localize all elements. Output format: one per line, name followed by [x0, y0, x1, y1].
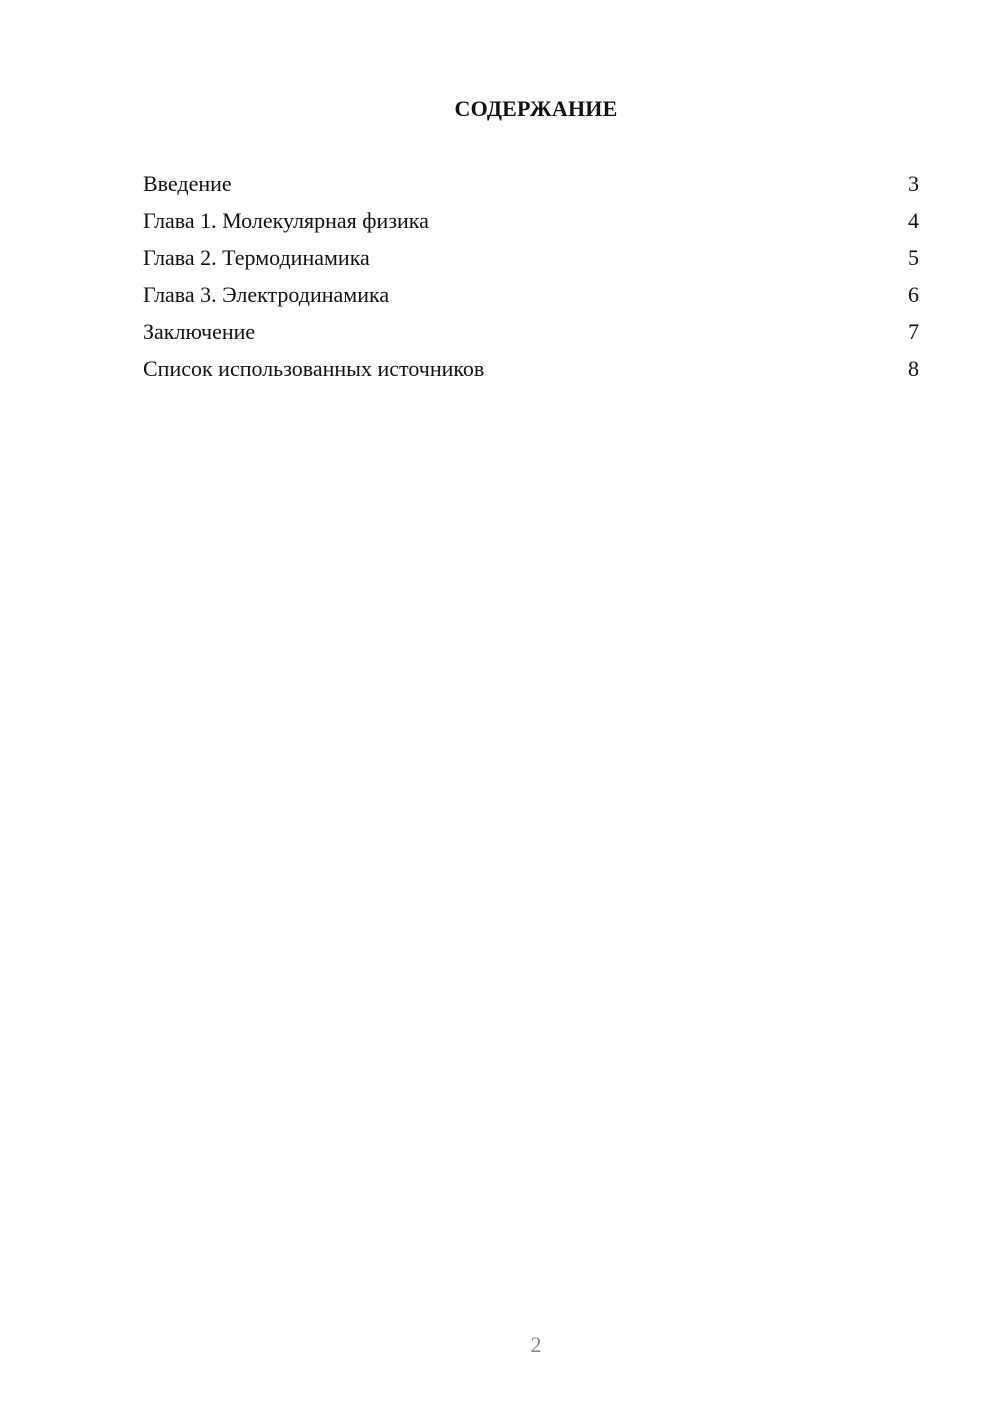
toc-item-label: Заключение — [143, 319, 256, 344]
toc-item-page: 6 — [908, 282, 919, 307]
table-of-contents — [143, 168, 919, 390]
toc-item-page: 5 — [908, 245, 919, 270]
toc-item — [143, 279, 919, 316]
page-number: 2 — [530, 1332, 542, 1357]
toc-item-label: Введение — [143, 171, 232, 196]
toc-item-page: 3 — [908, 171, 919, 196]
toc-item — [143, 353, 919, 390]
toc-item-label: Глава 2. Термодинамика — [143, 245, 370, 270]
toc-item-label: Список использованных источников — [143, 356, 485, 381]
toc-item — [143, 168, 919, 205]
toc-item-label: Глава 3. Электродинамика — [143, 282, 390, 307]
toc-item-page: 8 — [908, 356, 919, 381]
toc-title: СОДЕРЖАНИЕ — [454, 96, 618, 121]
toc-item-label: Глава 1. Молекулярная физика — [143, 208, 429, 233]
toc-item-page: 7 — [908, 319, 919, 344]
toc-item — [143, 205, 919, 242]
toc-item — [143, 316, 919, 353]
toc-item — [143, 242, 919, 279]
toc-item-page: 4 — [908, 208, 919, 233]
